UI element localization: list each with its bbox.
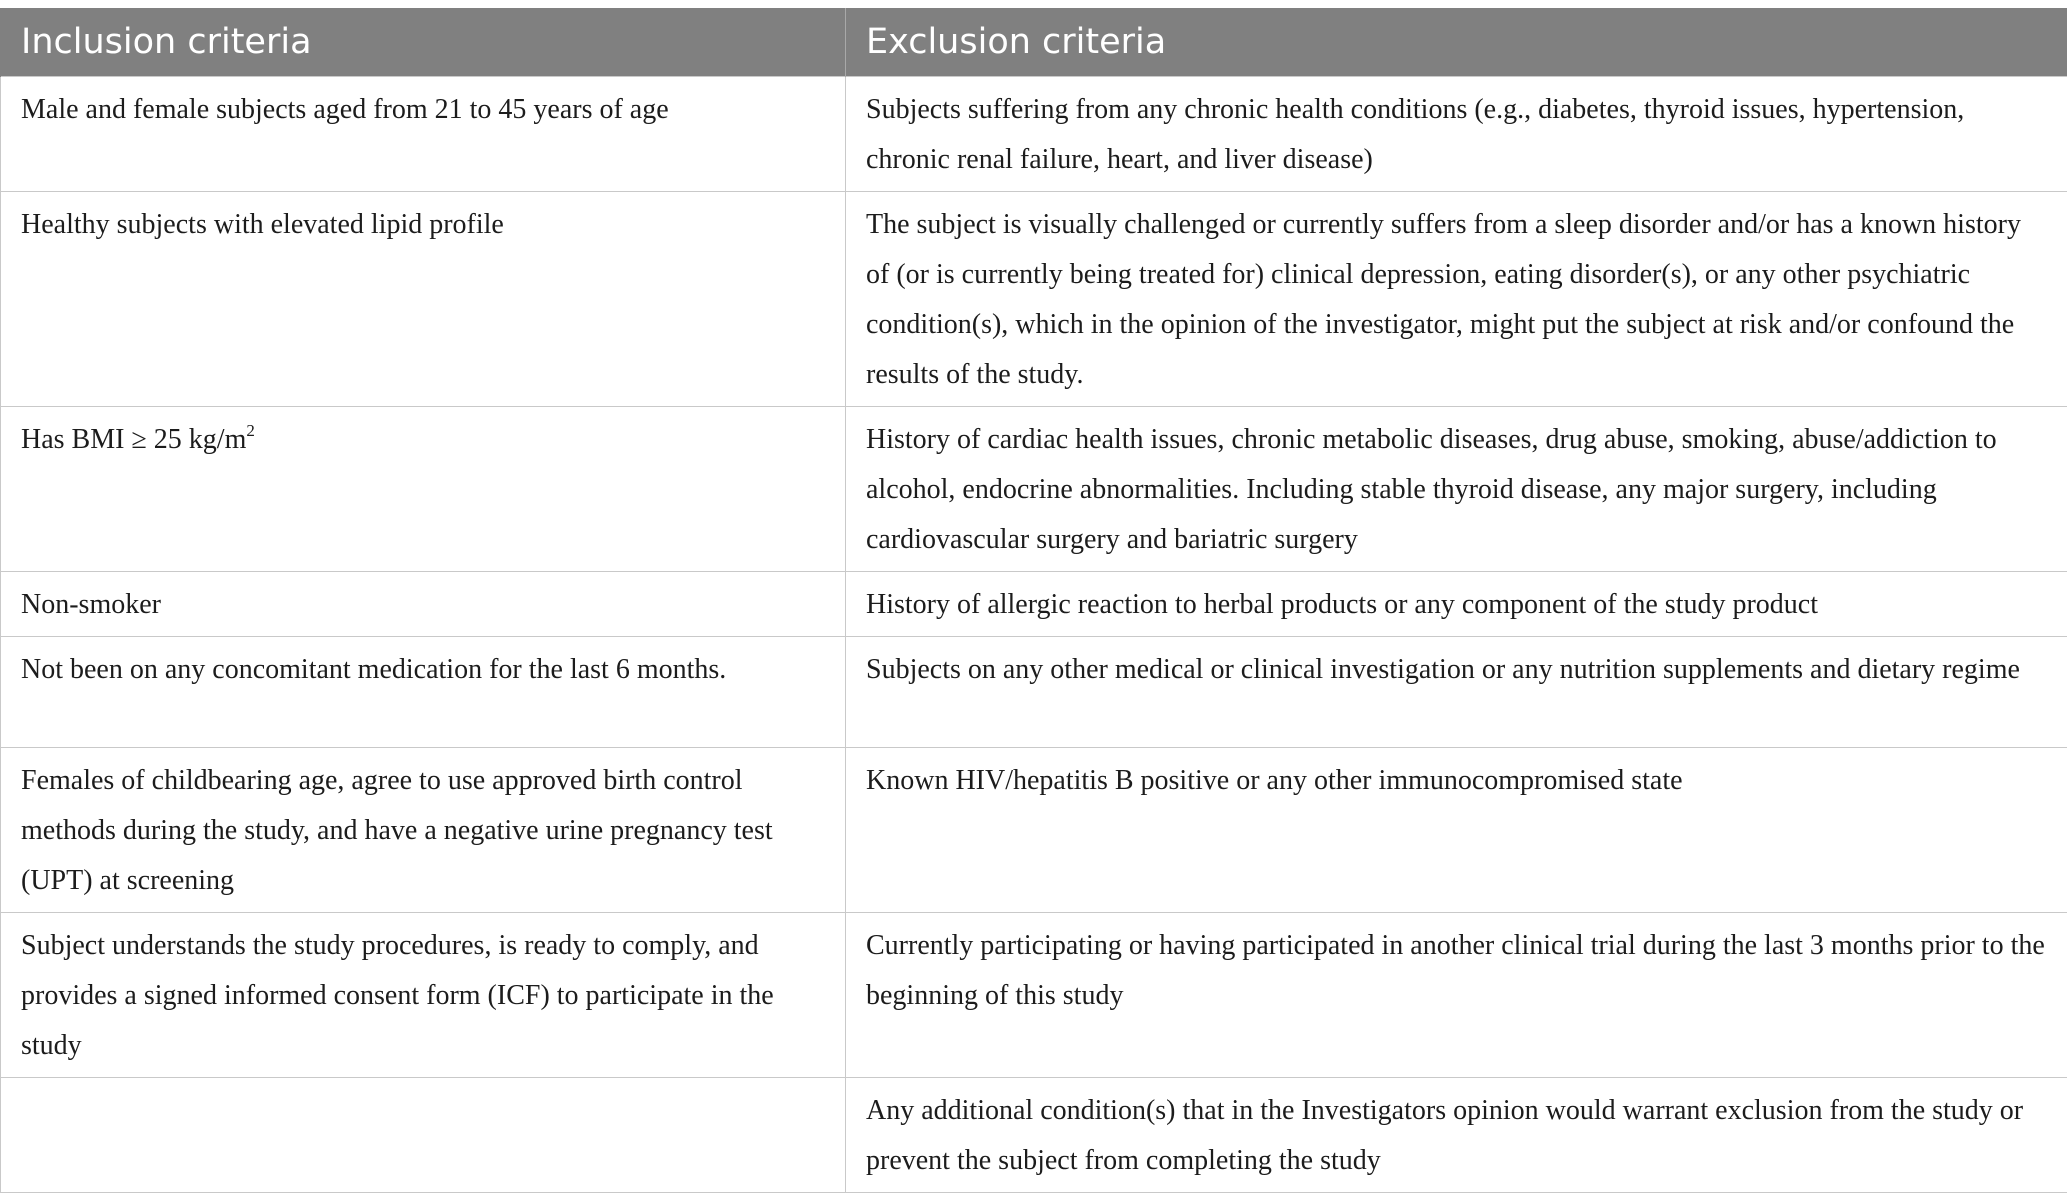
inclusion-cell: Females of childbearing age, agree to use approved birth control methods during the study, and have a negative urine pregnancy test (UPT) at screening [1, 747, 846, 912]
exclusion-cell: History of allergic reaction to herbal products or any component of the study product [846, 571, 2067, 636]
inclusion-cell: Not been on any concomitant medication for the last 6 months. [1, 636, 846, 747]
criteria-table [0, 8, 2067, 1193]
exclusion-cell: Known HIV/hepatitis B positive or any other immunocompromised state [846, 747, 2067, 912]
table-row [1, 912, 2067, 1077]
exclusion-cell: Currently participating or having participated in another clinical trial during the last 3 months prior to the beginning of this study [846, 912, 2067, 1077]
table-row [1, 571, 2067, 636]
table-row [1, 406, 2067, 571]
exclusion-cell: The subject is visually challenged or currently suffers from a sleep disorder and/or has a known history of (or is currently being treated for) clinical depression, eating disorder(s), or any other psychiatric condition(s), which in the opinion of the investigator, might put the subject at risk and/or confound the results of the study. [846, 191, 2067, 406]
inclusion-cell: Non-smoker [1, 571, 846, 636]
exclusion-cell: Subjects on any other medical or clinical investigation or any nutrition supplements and dietary regime [846, 636, 2067, 747]
inclusion-cell: Subject understands the study procedures, is ready to comply, and provides a signed informed consent form (ICF) to participate in the study [1, 912, 846, 1077]
header-inclusion-criteria: Inclusion criteria [1, 8, 846, 76]
table-row [1, 1077, 2067, 1192]
table-row [1, 191, 2067, 406]
table-row [1, 636, 2067, 747]
exclusion-cell: Subjects suffering from any chronic health conditions (e.g., diabetes, thyroid issues, hypertension, chronic renal failure, heart, and liver disease) [846, 76, 2067, 191]
header-row [1, 8, 2067, 76]
bmi-criterion-text: Has BMI ≥ 25 kg/m [21, 424, 246, 455]
inclusion-cell: Male and female subjects aged from 21 to 45 years of age [1, 76, 846, 191]
exclusion-cell: History of cardiac health issues, chronic metabolic diseases, drug abuse, smoking, abuse/addiction to alcohol, endocrine abnormalities. Including stable thyroid disease, any major surgery, including cardiovascular surgery and bariatric surgery [846, 406, 2067, 571]
inclusion-cell [1, 406, 846, 571]
header-exclusion-criteria: Exclusion criteria [846, 8, 2067, 76]
exclusion-cell: Any additional condition(s) that in the Investigators opinion would warrant exclusion from the study or prevent the subject from completing the study [846, 1077, 2067, 1192]
inclusion-cell: Healthy subjects with elevated lipid profile [1, 191, 846, 406]
table-body [1, 76, 2067, 1192]
unit-superscript: 2 [246, 421, 255, 440]
inclusion-cell [1, 1077, 846, 1192]
table-row [1, 747, 2067, 912]
table-row [1, 76, 2067, 191]
table-header [1, 8, 2067, 76]
